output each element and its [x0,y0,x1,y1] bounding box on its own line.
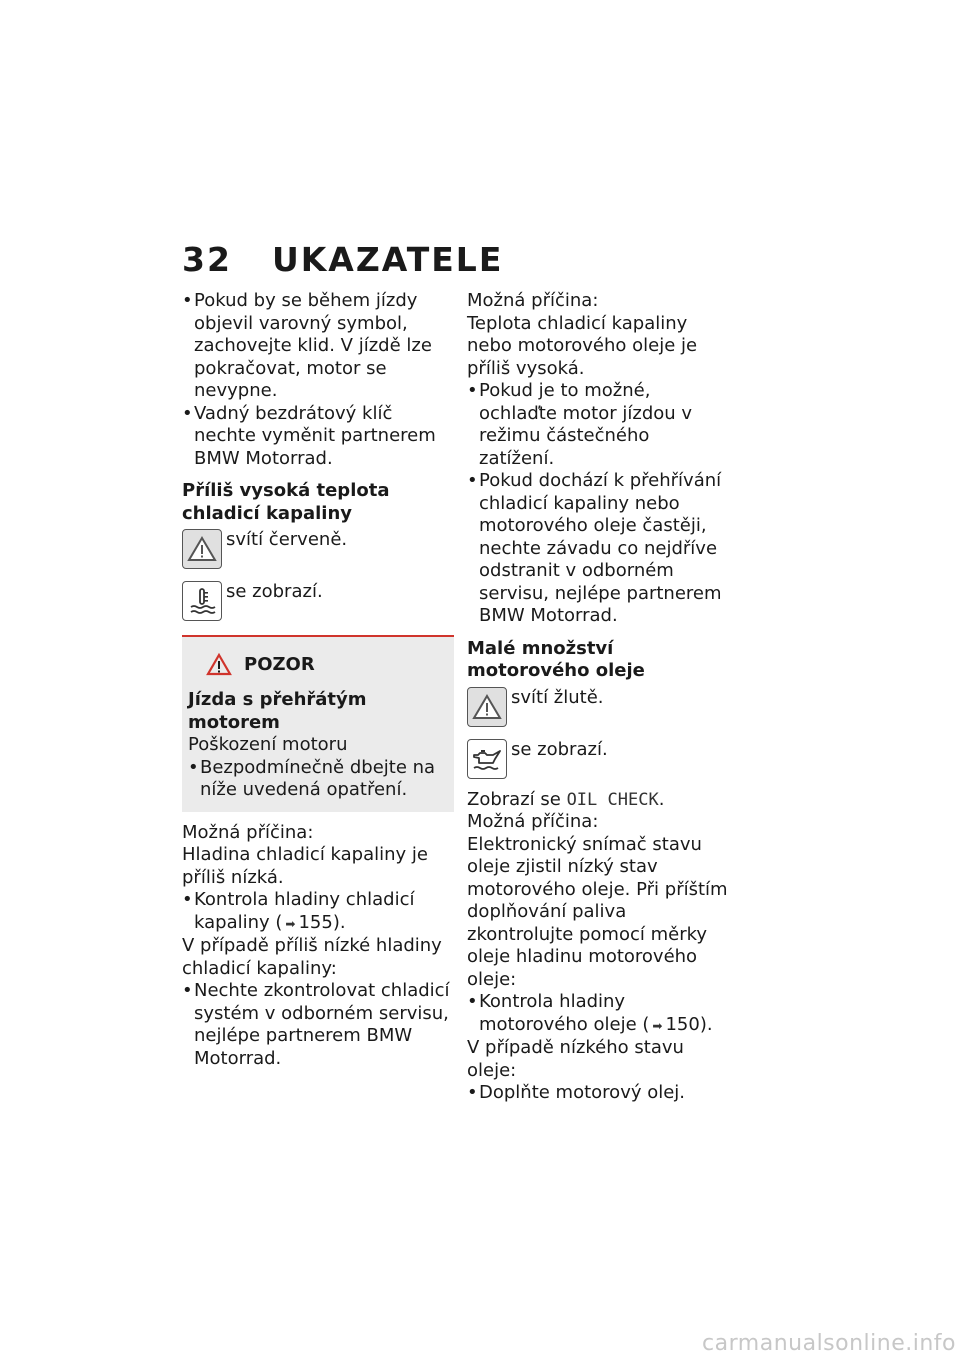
oil-check-code: OIL CHECK [566,789,659,810]
low-level-text: V případě příliš nízké hladiny chladicí kapaliny: [182,935,442,979]
indicator-red-warning [182,529,454,569]
coolant-check-bullet: • Kontrola hladiny chladicí kapaliny ( ➡ 155). [182,889,454,935]
warning-triangle-icon [206,653,232,677]
warning-bullet: • Bezpodmínečně dbejte na níže uvedená opatření. [188,757,448,802]
intro-bullet-2: • Vadný bezdrátový klíč nechte vyměnit partnerem BMW Motorrad. [182,403,454,471]
section-title-coolant: Příliš vysoká teplota chladicí kapaliny [182,480,390,524]
cause-text-right: Teplota chladicí kapaliny nebo motorového oleje je příliš vysoká. [467,312,698,379]
indicator-yellow-text: svítí žlutě. [511,686,604,708]
low-level-bullet: • Nechte zkontrolovat chladicí systém v odborném servisu, nejlépe partnerem BMW Motorrad. [182,980,454,1070]
page-reference[interactable]: 155). [298,911,346,933]
right-bullet-1: • Pokud je to možné, ochlaďte motor jízdou v režimu částečného zatížení. [467,380,729,470]
indicator-oil-level [467,739,729,779]
page-reference-arrow-icon: ➡ [285,916,296,931]
low-oil-bullet: • Doplňte motorový olej. [467,1082,729,1105]
left-column [182,290,454,1070]
warning-box [182,635,454,812]
cause-label-right: Možná příčina: [467,290,599,311]
right-bullet-2: • Pokud dochází k přehřívání chladicí kapaliny nebo motorového oleje častěji, nechte závadu co nejdříve odstranit v odborném servisu, nejlépe partnerem BMW Motorrad. [467,470,729,628]
cause-text-right-2: Elektronický snímač stavu oleje zjistil nízký stav motorového oleje. Při příštím doplňování paliva zkontrolujte pomocí měrky oleje hladinu motorového oleje: [467,833,728,990]
oil-can-icon [467,739,507,779]
intro-bullet-1: • Pokud by se během jízdy objevil varovný symbol, zachovejte klid. V jízdě lze pokračovat, motor se nevypne. [182,290,454,403]
watermark: carmanualsonline.info [702,1331,956,1356]
warning-triangle-icon [182,529,222,569]
warning-title: Jízda s přehřátým motorem [188,689,367,733]
section-title-oil: Malé množství motorového oleje [467,637,645,681]
page-header [182,240,503,279]
indicator-red-text: svítí červeně. [226,529,348,550]
warning-consequence: Poškození motoru [188,734,348,755]
warning-label: POZOR [244,653,315,675]
right-column [467,290,729,1105]
cause-label-right-2: Možná příčina: [467,811,599,832]
indicator-coolant-temp [182,581,454,621]
page-reference[interactable]: 150). [665,1013,713,1035]
warning-header [188,653,448,677]
coolant-temperature-icon [182,581,222,621]
warning-triangle-icon [467,687,507,727]
indicator-oil-text: se zobrazí. [511,738,608,760]
low-oil-text: V případě nízkého stavu oleje: [467,1037,684,1081]
page-number: 32 [182,240,232,279]
cause-label: Možná příčina: [182,821,314,843]
indicator-coolant-text: se zobrazí. [226,581,323,602]
cause-text: Hladina chladicí kapaliny je příliš nízká. [182,844,428,888]
page-title: UKAZATELE [271,240,504,279]
display-message: Zobrazí se OIL CHECK. [467,788,665,810]
indicator-yellow-warning [467,687,729,727]
page-reference-arrow-icon: ➡ [652,1018,663,1033]
oil-check-bullet: • Kontrola hladiny motorového oleje ( ➡ 150). [467,991,729,1037]
